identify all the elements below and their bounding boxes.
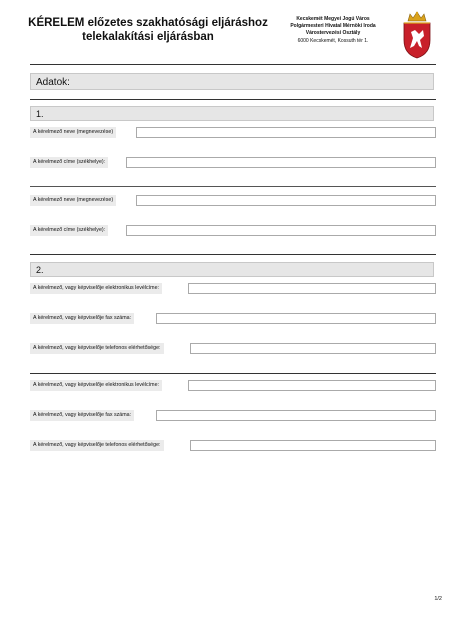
office-unit: Várostervezési Osztály xyxy=(305,30,361,37)
email-label: A kérelmező, vagy képviselője elektronikus levélcíme: xyxy=(30,283,162,294)
title-line-1: KÉRELEM előzetes szakhatósági eljáráshoz xyxy=(28,17,268,29)
applicant-name-label: A kérelmező neve (megnevezése) xyxy=(30,127,116,138)
fax-label: A kérelmező, vagy képviselője fax száma: xyxy=(30,410,134,421)
coat-of-arms-icon xyxy=(400,10,434,60)
phone-field-2 xyxy=(30,440,436,451)
email-input[interactable] xyxy=(188,380,436,391)
applicant-address-input[interactable] xyxy=(126,157,436,168)
email-field-2 xyxy=(30,380,436,391)
fax-input[interactable] xyxy=(156,313,436,324)
divider xyxy=(30,373,436,374)
phone-label: A kérelmező, vagy képviselője telefonos elérhetősége: xyxy=(30,343,164,354)
applicant-address-field-1 xyxy=(30,157,436,168)
fax-field-1 xyxy=(30,313,436,324)
email-label: A kérelmező, vagy képviselője elektronikus levélcíme: xyxy=(30,380,162,391)
applicant-address-label: A kérelmező címe (székhelye): xyxy=(30,225,108,236)
document-title xyxy=(28,16,268,44)
divider xyxy=(30,99,436,100)
office-address xyxy=(272,16,394,45)
office-department: Polgármesteri Hivatal Mérnöki Iroda xyxy=(290,23,376,30)
applicant-address-field-2 xyxy=(30,225,436,236)
applicant-address-input[interactable] xyxy=(126,225,436,236)
phone-input[interactable] xyxy=(190,440,436,451)
email-field-1 xyxy=(30,283,436,294)
fax-field-2 xyxy=(30,410,436,421)
applicant-name-input[interactable] xyxy=(136,195,436,206)
phone-field-1 xyxy=(30,343,436,354)
phone-input[interactable] xyxy=(190,343,436,354)
fax-label: A kérelmező, vagy képviselője fax száma: xyxy=(30,313,134,324)
applicant-name-field-1 xyxy=(30,127,436,138)
applicant-name-label: A kérelmező neve (megnevezése) xyxy=(30,195,116,206)
header-divider xyxy=(30,64,436,65)
email-input[interactable] xyxy=(188,283,436,294)
section-adatok: Adatok: xyxy=(30,73,434,90)
section-2-header: 2. xyxy=(30,262,434,277)
applicant-name-input[interactable] xyxy=(136,127,436,138)
office-name: Kecskemét Megyei Jogú Város xyxy=(296,16,370,22)
divider xyxy=(30,254,436,255)
section-1-header: 1. xyxy=(30,106,434,121)
divider xyxy=(30,186,436,187)
fax-input[interactable] xyxy=(156,410,436,421)
applicant-address-label: A kérelmező címe (székhelye): xyxy=(30,157,108,168)
applicant-name-field-2 xyxy=(30,195,436,206)
title-line-2: telekalakítási eljárásban xyxy=(82,31,214,43)
phone-label: A kérelmező, vagy képviselője telefonos elérhetősége: xyxy=(30,440,164,451)
office-street: 6000 Kecskemét, Kossuth tér 1. xyxy=(297,37,369,44)
page-number: 1/2 xyxy=(434,596,442,602)
